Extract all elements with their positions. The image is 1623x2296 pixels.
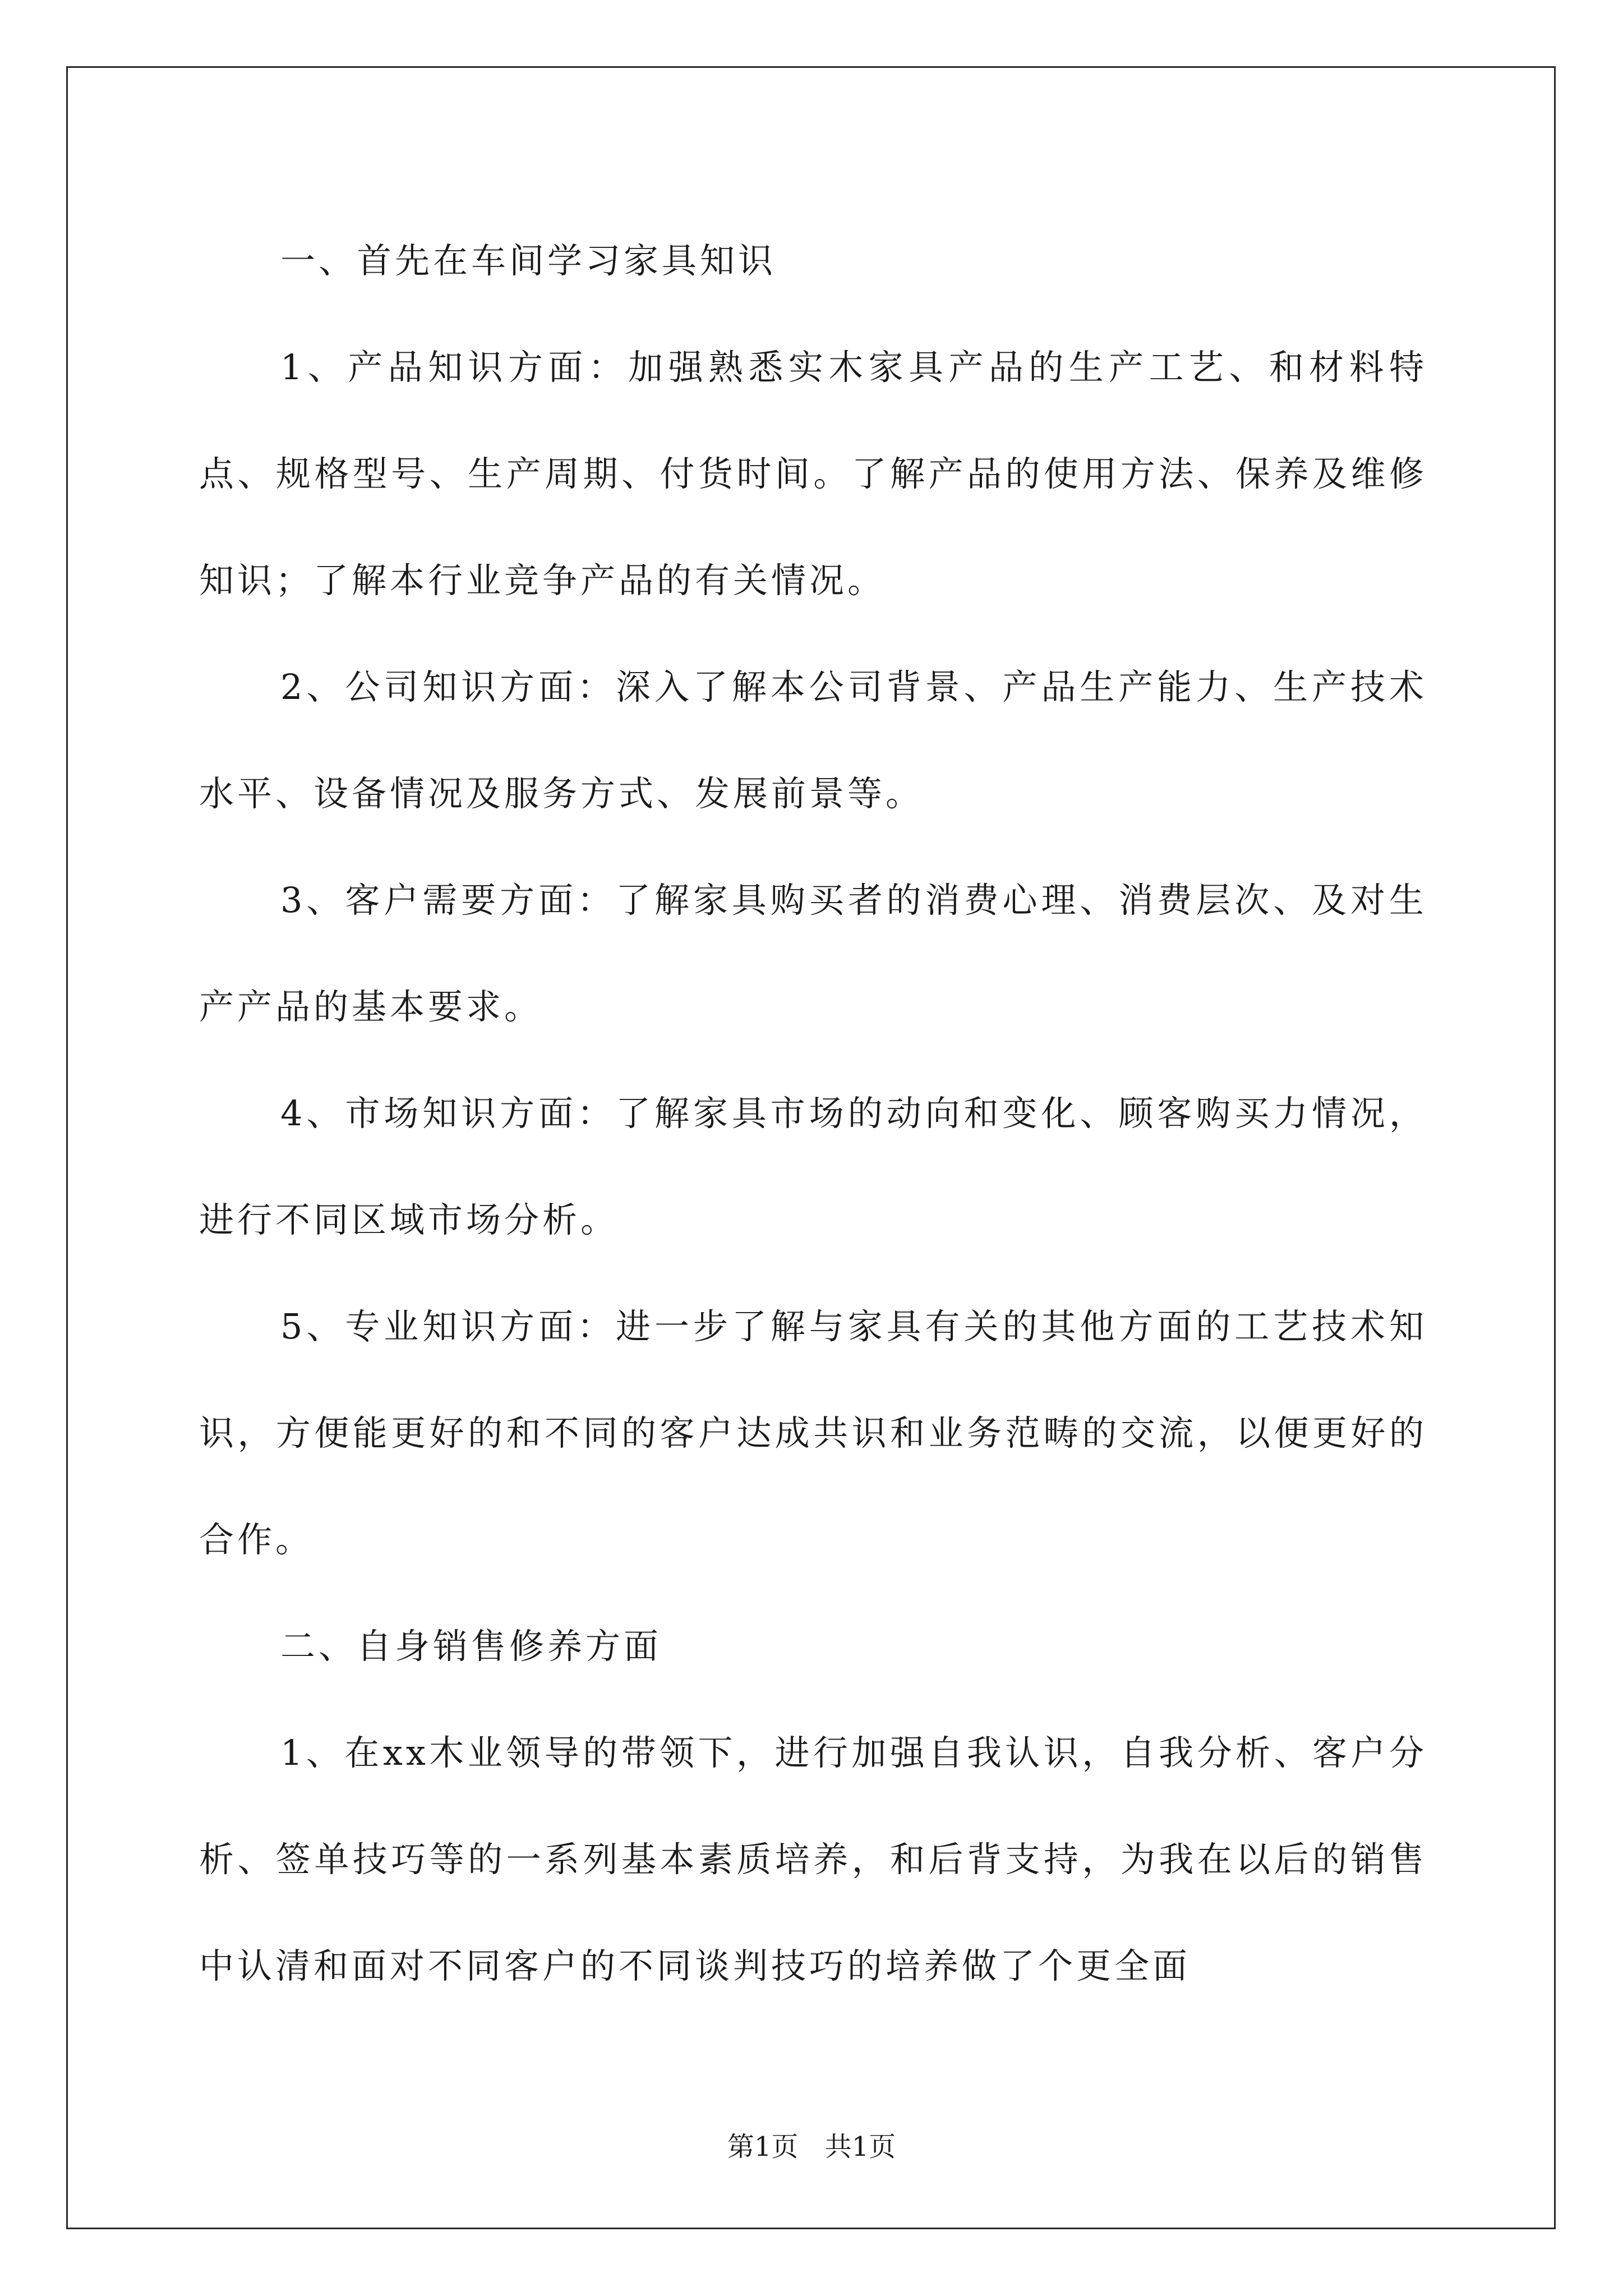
page-total: 共1页 [824, 2131, 896, 2162]
page-number: 第1页 [727, 2131, 799, 2162]
page-footer [0, 2125, 1623, 2164]
paragraph-customer-needs: 3、客户需要方面：了解家具购买者的消费心理、消费层次、及对生产产品的基本要求。 [199, 880, 1427, 1027]
paragraph-market-knowledge: 4、市场知识方面：了解家具市场的动向和变化、顾客购买力情况，进行不同区域市场分析。 [199, 1093, 1427, 1240]
paragraph-product-knowledge: 1、产品知识方面：加强熟悉实木家具产品的生产工艺、和材料特点、规格型号、生产周期、付货时间。了解产品的使用方法、保养及维修知识；了解本行业竞争产品的有关情况。 [199, 347, 1427, 601]
paragraph-company-knowledge: 2、公司知识方面：深入了解本公司背景、产品生产能力、生产技术水平、设备情况及服务方式、发展前景等。 [199, 666, 1427, 814]
document-body [199, 208, 1427, 2019]
section-heading-2: 二、自身销售修养方面 [280, 1626, 662, 1667]
section-heading-1: 一、首先在车间学习家具知识 [280, 240, 777, 281]
paragraph-self-cultivation: 1、在xx木业领导的带领下，进行加强自我认识，自我分析、客户分析、签单技巧等的一系列基本素质培养，和后背支持，为我在以后的销售中认清和面对不同客户的不同谈判技巧的培养做了个更全面 [199, 1732, 1427, 1986]
paragraph-professional-knowledge: 5、专业知识方面：进一步了解与家具有关的其他方面的工艺技术知识，方便能更好的和不同的客户达成共识和业务范畴的交流，以便更好的合作。 [199, 1306, 1427, 1560]
